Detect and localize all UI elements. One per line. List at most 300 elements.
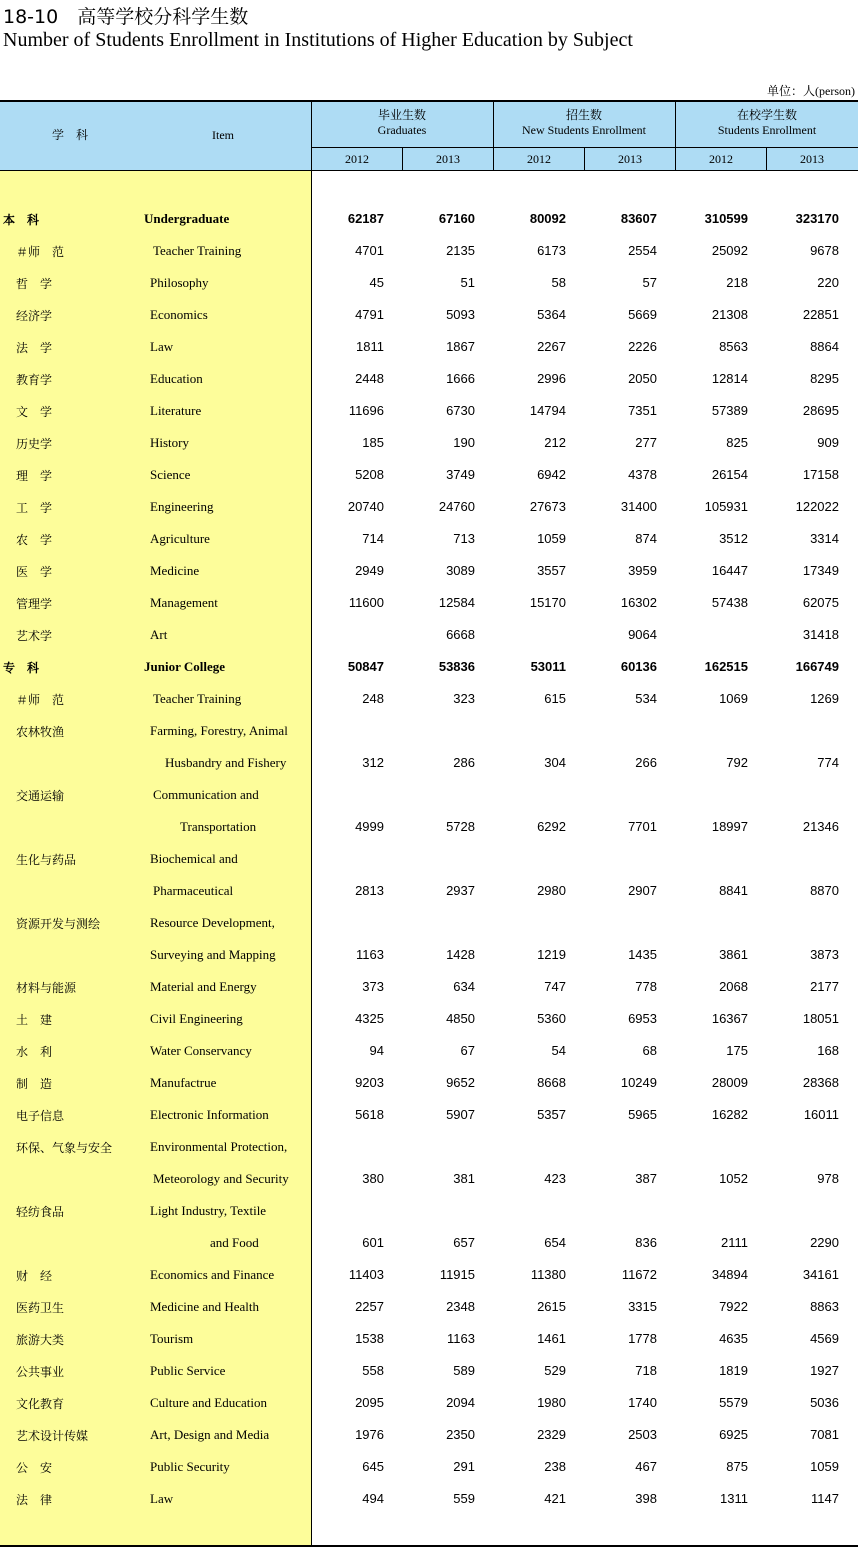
header-year: 2013 bbox=[436, 152, 460, 166]
row-value: 2135 bbox=[446, 243, 475, 258]
row-value: 28009 bbox=[711, 1075, 748, 1090]
row-value: 16011 bbox=[803, 1107, 839, 1122]
row-value: 874 bbox=[635, 531, 657, 546]
row-value: 3557 bbox=[537, 563, 566, 578]
header-year: 2012 bbox=[345, 152, 369, 166]
row-value: 11380 bbox=[530, 1267, 566, 1282]
row-value: 3314 bbox=[810, 531, 839, 546]
row-value: 2615 bbox=[537, 1299, 566, 1314]
rule-group-divider bbox=[493, 101, 494, 171]
row-value: 67160 bbox=[438, 211, 475, 226]
row-value: 9652 bbox=[446, 1075, 475, 1090]
row-value: 34161 bbox=[802, 1267, 839, 1282]
row-value: 7351 bbox=[628, 403, 657, 418]
table-row bbox=[0, 1099, 858, 1131]
row-label-cn: 公 安 bbox=[16, 1461, 53, 1475]
table-row bbox=[0, 875, 858, 907]
table-row bbox=[0, 619, 858, 651]
row-value: 8864 bbox=[810, 339, 839, 354]
row-value: 494 bbox=[362, 1491, 384, 1506]
row-value: 304 bbox=[544, 755, 566, 770]
row-value: 373 bbox=[362, 979, 384, 994]
row-value: 12584 bbox=[438, 595, 475, 610]
row-value: 634 bbox=[453, 979, 475, 994]
table-row bbox=[0, 459, 858, 491]
row-value: 5965 bbox=[628, 1107, 657, 1122]
row-value: 5357 bbox=[537, 1107, 566, 1122]
row-value: 6730 bbox=[446, 403, 475, 418]
rule-top bbox=[0, 100, 858, 102]
row-label-en: Engineering bbox=[150, 499, 214, 514]
row-label-cn: 交通运输 bbox=[16, 789, 65, 803]
row-value: 774 bbox=[817, 755, 839, 770]
row-label-cn: 经济学 bbox=[16, 309, 53, 323]
row-value: 11403 bbox=[348, 1267, 384, 1282]
row-label-cn: 轻纺食品 bbox=[16, 1205, 65, 1219]
table-row bbox=[0, 1387, 858, 1419]
row-value: 94 bbox=[369, 1043, 384, 1058]
row-label-cn: 财 经 bbox=[16, 1269, 53, 1283]
row-value: 558 bbox=[362, 1363, 384, 1378]
row-label-en: Transportation bbox=[180, 819, 257, 834]
row-value: 60136 bbox=[620, 659, 657, 674]
table-row bbox=[0, 363, 858, 395]
rule-year-divider bbox=[766, 147, 767, 171]
row-value: 836 bbox=[635, 1235, 657, 1250]
table-row bbox=[0, 1483, 858, 1515]
row-value: 12814 bbox=[711, 371, 748, 386]
header-year: 2013 bbox=[800, 152, 824, 166]
row-value: 162515 bbox=[704, 659, 748, 674]
row-label-en: Material and Energy bbox=[150, 979, 257, 994]
row-value: 18997 bbox=[711, 819, 748, 834]
row-value: 2348 bbox=[446, 1299, 475, 1314]
row-value: 166749 bbox=[795, 659, 839, 674]
row-value: 4325 bbox=[355, 1011, 384, 1026]
row-value: 6942 bbox=[537, 467, 566, 482]
row-value: 10249 bbox=[620, 1075, 657, 1090]
row-value: 601 bbox=[362, 1235, 384, 1250]
table-row bbox=[0, 1195, 858, 1227]
row-value: 8295 bbox=[810, 371, 839, 386]
table-row bbox=[0, 1451, 858, 1483]
row-value: 122022 bbox=[795, 499, 839, 514]
row-label-cn: 农林牧渔 bbox=[16, 725, 65, 739]
row-label-en: Undergraduate bbox=[144, 211, 230, 226]
row-label-en: Husbandry and Fishery bbox=[165, 755, 287, 770]
row-value: 1778 bbox=[628, 1331, 657, 1346]
table-row bbox=[0, 651, 858, 683]
row-value: 28695 bbox=[802, 403, 839, 418]
row-value: 423 bbox=[544, 1171, 566, 1186]
row-label-cn: 哲 学 bbox=[16, 277, 53, 291]
row-label-cn: 医药卫生 bbox=[16, 1301, 65, 1315]
row-value: 17349 bbox=[802, 563, 839, 578]
row-label-en: Medicine and Health bbox=[150, 1299, 260, 1314]
row-value: 54 bbox=[551, 1043, 566, 1058]
row-value: 24760 bbox=[438, 499, 475, 514]
row-label-en: Biochemical and bbox=[150, 851, 238, 866]
row-value: 3512 bbox=[719, 531, 748, 546]
table-title-en: Number of Students Enrollment in Institutions of Higher Education by Subject bbox=[3, 29, 633, 51]
row-value: 266 bbox=[635, 755, 657, 770]
row-value: 21346 bbox=[802, 819, 839, 834]
row-label-en: Law bbox=[150, 339, 174, 354]
row-label-en: Law bbox=[150, 1491, 174, 1506]
row-label-cn: 本 科 bbox=[3, 213, 40, 227]
row-value: 387 bbox=[635, 1171, 657, 1186]
header-group-new-enrollment bbox=[494, 108, 674, 138]
row-value: 6953 bbox=[628, 1011, 657, 1026]
row-value: 2980 bbox=[537, 883, 566, 898]
header-group-enrollment-cn: 在校学生数 bbox=[736, 108, 797, 122]
table-row bbox=[0, 523, 858, 555]
row-label-en: Surveying and Mapping bbox=[150, 947, 276, 962]
row-value: 15170 bbox=[529, 595, 566, 610]
row-label-en: Civil Engineering bbox=[150, 1011, 243, 1026]
row-label-cn: 公共事业 bbox=[16, 1365, 65, 1379]
row-value: 34894 bbox=[711, 1267, 748, 1282]
row-label-en: Education bbox=[150, 371, 203, 386]
row-value: 2448 bbox=[355, 371, 384, 386]
row-value: 2177 bbox=[810, 979, 839, 994]
row-value: 220 bbox=[817, 275, 839, 290]
table-row bbox=[0, 1355, 858, 1387]
row-value: 27673 bbox=[529, 499, 566, 514]
table-row bbox=[0, 683, 858, 715]
table-row bbox=[0, 715, 858, 747]
row-value: 168 bbox=[817, 1043, 839, 1058]
row-label-cn: 艺术学 bbox=[16, 629, 53, 643]
row-label-cn: 理 学 bbox=[16, 469, 53, 483]
row-value: 291 bbox=[453, 1459, 475, 1474]
row-value: 2996 bbox=[537, 371, 566, 386]
row-value: 57 bbox=[642, 275, 657, 290]
row-value: 11600 bbox=[348, 595, 384, 610]
row-value: 53011 bbox=[530, 659, 566, 674]
row-value: 534 bbox=[635, 691, 657, 706]
row-value: 53836 bbox=[438, 659, 475, 674]
row-value: 645 bbox=[362, 1459, 384, 1474]
row-value: 4791 bbox=[355, 307, 384, 322]
row-value: 615 bbox=[544, 691, 566, 706]
row-value: 2290 bbox=[810, 1235, 839, 1250]
row-value: 4701 bbox=[355, 243, 384, 258]
row-value: 57438 bbox=[711, 595, 748, 610]
row-label-en: Science bbox=[150, 467, 191, 482]
row-label-en: Economics bbox=[150, 307, 208, 322]
row-label-en: Medicine bbox=[150, 563, 200, 578]
header-year: 2012 bbox=[709, 152, 733, 166]
table-row bbox=[0, 779, 858, 811]
row-value: 248 bbox=[362, 691, 384, 706]
row-value: 8668 bbox=[537, 1075, 566, 1090]
row-value: 657 bbox=[453, 1235, 475, 1250]
row-value: 3861 bbox=[719, 947, 748, 962]
row-value: 3315 bbox=[628, 1299, 657, 1314]
row-value: 312 bbox=[362, 755, 384, 770]
row-value: 286 bbox=[453, 755, 475, 770]
table-row bbox=[0, 1419, 858, 1451]
row-value: 1976 bbox=[355, 1427, 384, 1442]
row-value: 1927 bbox=[810, 1363, 839, 1378]
row-value: 1980 bbox=[537, 1395, 566, 1410]
row-value: 31418 bbox=[802, 627, 839, 642]
header-group-graduates-cn: 毕业生数 bbox=[377, 108, 426, 122]
row-value: 323170 bbox=[795, 211, 839, 226]
row-label-cn: 法 学 bbox=[16, 341, 53, 355]
row-value: 1059 bbox=[537, 531, 566, 546]
table-row bbox=[0, 235, 858, 267]
row-label-en: Art bbox=[150, 627, 168, 642]
header-item-en: Item bbox=[212, 128, 234, 142]
rule-header-bottom bbox=[0, 170, 858, 171]
row-value: 5579 bbox=[719, 1395, 748, 1410]
row-value: 1428 bbox=[446, 947, 475, 962]
row-value: 1163 bbox=[356, 947, 384, 962]
row-value: 83607 bbox=[620, 211, 657, 226]
row-value: 7922 bbox=[719, 1299, 748, 1314]
row-value: 8870 bbox=[810, 883, 839, 898]
row-value: 792 bbox=[726, 755, 748, 770]
row-value: 3749 bbox=[446, 467, 475, 482]
row-value: 7701 bbox=[628, 819, 657, 834]
row-label-cn: 文 学 bbox=[16, 405, 53, 419]
row-value: 9678 bbox=[810, 243, 839, 258]
row-value: 277 bbox=[635, 435, 657, 450]
header-group-new-enrollment-cn: 招生数 bbox=[565, 108, 602, 122]
row-value: 62187 bbox=[347, 211, 384, 226]
table-title-cn: 18-10 高等学校分科学生数 bbox=[3, 6, 249, 28]
table-row bbox=[0, 587, 858, 619]
row-value: 185 bbox=[362, 435, 384, 450]
row-label-en: Public Service bbox=[150, 1363, 226, 1378]
table-row bbox=[0, 1259, 858, 1291]
row-value: 16282 bbox=[711, 1107, 748, 1122]
row-label-en: Literature bbox=[150, 403, 202, 418]
row-value: 17158 bbox=[802, 467, 839, 482]
row-value: 5208 bbox=[355, 467, 384, 482]
row-label-en: Teacher Training bbox=[153, 243, 242, 258]
table-row bbox=[0, 843, 858, 875]
row-label-en: and Food bbox=[210, 1235, 259, 1250]
row-value: 1269 bbox=[810, 691, 839, 706]
row-value: 6668 bbox=[446, 627, 475, 642]
row-value: 718 bbox=[635, 1363, 657, 1378]
table-row bbox=[0, 1067, 858, 1099]
row-value: 559 bbox=[453, 1491, 475, 1506]
row-label-cn: 工 学 bbox=[16, 501, 53, 515]
row-label-cn: 水 利 bbox=[16, 1045, 53, 1059]
row-value: 57389 bbox=[711, 403, 748, 418]
row-label-cn: 专 科 bbox=[3, 661, 40, 675]
row-label-cn: 材料与能源 bbox=[16, 981, 77, 995]
row-value: 67 bbox=[460, 1043, 475, 1058]
header-group-graduates-en: Graduates bbox=[377, 123, 427, 137]
row-value: 1538 bbox=[355, 1331, 384, 1346]
row-value: 2226 bbox=[628, 339, 657, 354]
table-row bbox=[0, 267, 858, 299]
row-value: 310599 bbox=[704, 211, 748, 226]
row-value: 16367 bbox=[711, 1011, 748, 1026]
row-value: 4635 bbox=[719, 1331, 748, 1346]
header-group-enrollment bbox=[676, 108, 858, 138]
header-group-graduates bbox=[312, 108, 492, 138]
row-value: 467 bbox=[635, 1459, 657, 1474]
row-label-en: Tourism bbox=[150, 1331, 194, 1346]
row-label-en: Public Security bbox=[150, 1459, 230, 1474]
table-row bbox=[0, 811, 858, 843]
row-value: 238 bbox=[544, 1459, 566, 1474]
table-row bbox=[0, 555, 858, 587]
row-value: 45 bbox=[369, 275, 384, 290]
row-value: 323 bbox=[453, 691, 475, 706]
row-value: 714 bbox=[362, 531, 384, 546]
row-value: 398 bbox=[635, 1491, 657, 1506]
row-value: 4999 bbox=[355, 819, 384, 834]
table-row bbox=[0, 1003, 858, 1035]
row-value: 2068 bbox=[719, 979, 748, 994]
table-row bbox=[0, 1131, 858, 1163]
row-value: 1219 bbox=[537, 947, 566, 962]
row-label-cn: 资源开发与测绘 bbox=[16, 917, 101, 931]
row-label-en: Agriculture bbox=[150, 531, 210, 546]
row-value: 2937 bbox=[446, 883, 475, 898]
row-value: 18051 bbox=[802, 1011, 839, 1026]
row-label-en: Management bbox=[150, 595, 218, 610]
table-row bbox=[0, 203, 858, 235]
row-value: 50847 bbox=[347, 659, 384, 674]
row-value: 25092 bbox=[711, 243, 748, 258]
row-label-en: Electronic Information bbox=[150, 1107, 269, 1122]
row-value: 22851 bbox=[802, 307, 839, 322]
row-value: 5618 bbox=[355, 1107, 384, 1122]
row-value: 5907 bbox=[446, 1107, 475, 1122]
row-value: 62075 bbox=[802, 595, 839, 610]
row-value: 105931 bbox=[704, 499, 748, 514]
row-value: 2094 bbox=[446, 1395, 475, 1410]
row-value: 14794 bbox=[529, 403, 566, 418]
rule-year-divider bbox=[402, 147, 403, 171]
row-value: 21308 bbox=[711, 307, 748, 322]
row-label-cn: 农 学 bbox=[16, 533, 53, 547]
row-label-cn: 旅游大类 bbox=[16, 1333, 65, 1347]
row-value: 875 bbox=[726, 1459, 748, 1474]
row-value: 58 bbox=[551, 275, 566, 290]
rule-year-divider bbox=[584, 147, 585, 171]
header-group-new-enrollment-en: New Students Enrollment bbox=[522, 123, 646, 137]
row-label-cn: 法 律 bbox=[16, 1493, 53, 1507]
row-value: 421 bbox=[544, 1491, 566, 1506]
row-value: 6292 bbox=[537, 819, 566, 834]
row-value: 175 bbox=[726, 1043, 748, 1058]
row-value: 8841 bbox=[719, 883, 748, 898]
row-value: 778 bbox=[635, 979, 657, 994]
table-row bbox=[0, 491, 858, 523]
row-label-cn: 土 建 bbox=[16, 1013, 53, 1027]
row-value: 4569 bbox=[810, 1331, 839, 1346]
table-row bbox=[0, 331, 858, 363]
row-value: 68 bbox=[642, 1043, 657, 1058]
header-year: 2012 bbox=[527, 152, 551, 166]
row-label-cn: ＃师 范 bbox=[16, 245, 65, 259]
unit-label: 单位：人(person) bbox=[767, 84, 855, 98]
row-value: 1059 bbox=[810, 1459, 839, 1474]
row-value: 2949 bbox=[355, 563, 384, 578]
row-value: 2111 bbox=[721, 1235, 748, 1250]
row-value: 11915 bbox=[439, 1267, 475, 1282]
row-label-en: Meteorology and Security bbox=[153, 1171, 289, 1186]
table-row bbox=[0, 299, 858, 331]
row-value: 978 bbox=[817, 1171, 839, 1186]
row-value: 3089 bbox=[446, 563, 475, 578]
row-value: 4378 bbox=[628, 467, 657, 482]
row-value: 11696 bbox=[348, 403, 384, 418]
row-label-cn: ＃师 范 bbox=[16, 693, 65, 707]
row-value: 2503 bbox=[628, 1427, 657, 1442]
row-value: 8563 bbox=[719, 339, 748, 354]
row-label-cn: 制 造 bbox=[16, 1077, 53, 1091]
row-label-cn: 环保、气象与安全 bbox=[16, 1141, 113, 1155]
row-value: 6925 bbox=[719, 1427, 748, 1442]
row-value: 909 bbox=[817, 435, 839, 450]
row-label-en: Junior College bbox=[144, 659, 226, 674]
row-label-en: Pharmaceutical bbox=[153, 883, 234, 898]
row-value: 1163 bbox=[447, 1331, 475, 1346]
row-value: 380 bbox=[362, 1171, 384, 1186]
row-value: 2554 bbox=[628, 243, 657, 258]
row-value: 747 bbox=[544, 979, 566, 994]
row-value: 51 bbox=[460, 275, 475, 290]
table-row bbox=[0, 427, 858, 459]
row-label-en: Manufactrue bbox=[150, 1075, 217, 1090]
row-value: 31400 bbox=[620, 499, 657, 514]
row-label-en: Farming, Forestry, Animal bbox=[150, 723, 288, 738]
row-value: 212 bbox=[544, 435, 566, 450]
row-value: 1867 bbox=[446, 339, 475, 354]
row-label-cn: 管理学 bbox=[16, 597, 53, 611]
row-value: 1740 bbox=[628, 1395, 657, 1410]
row-label-en: Philosophy bbox=[150, 275, 209, 290]
row-value: 16302 bbox=[620, 595, 657, 610]
row-value: 2050 bbox=[628, 371, 657, 386]
row-value: 5036 bbox=[810, 1395, 839, 1410]
row-value: 9064 bbox=[628, 627, 657, 642]
row-label-en: Communication and bbox=[153, 787, 259, 802]
row-label-en: Water Conservancy bbox=[150, 1043, 252, 1058]
row-value: 28368 bbox=[802, 1075, 839, 1090]
row-label-cn: 生化与药品 bbox=[16, 853, 77, 867]
row-value: 4850 bbox=[446, 1011, 475, 1026]
row-value: 589 bbox=[453, 1363, 475, 1378]
row-value: 2329 bbox=[537, 1427, 566, 1442]
row-label-cn: 医 学 bbox=[16, 565, 53, 579]
row-value: 11672 bbox=[621, 1267, 657, 1282]
row-label-cn: 艺术设计传媒 bbox=[16, 1429, 89, 1443]
row-value: 5364 bbox=[537, 307, 566, 322]
row-value: 5669 bbox=[628, 307, 657, 322]
table-row bbox=[0, 395, 858, 427]
row-value: 80092 bbox=[529, 211, 566, 226]
row-value: 381 bbox=[453, 1171, 475, 1186]
row-label-cn: 历史学 bbox=[16, 437, 53, 451]
row-value: 2257 bbox=[355, 1299, 384, 1314]
row-label-en: Culture and Education bbox=[150, 1395, 267, 1410]
row-label-en: Economics and Finance bbox=[150, 1267, 275, 1282]
row-label-cn: 教育学 bbox=[16, 373, 53, 387]
table-row bbox=[0, 1291, 858, 1323]
table-row bbox=[0, 1035, 858, 1067]
